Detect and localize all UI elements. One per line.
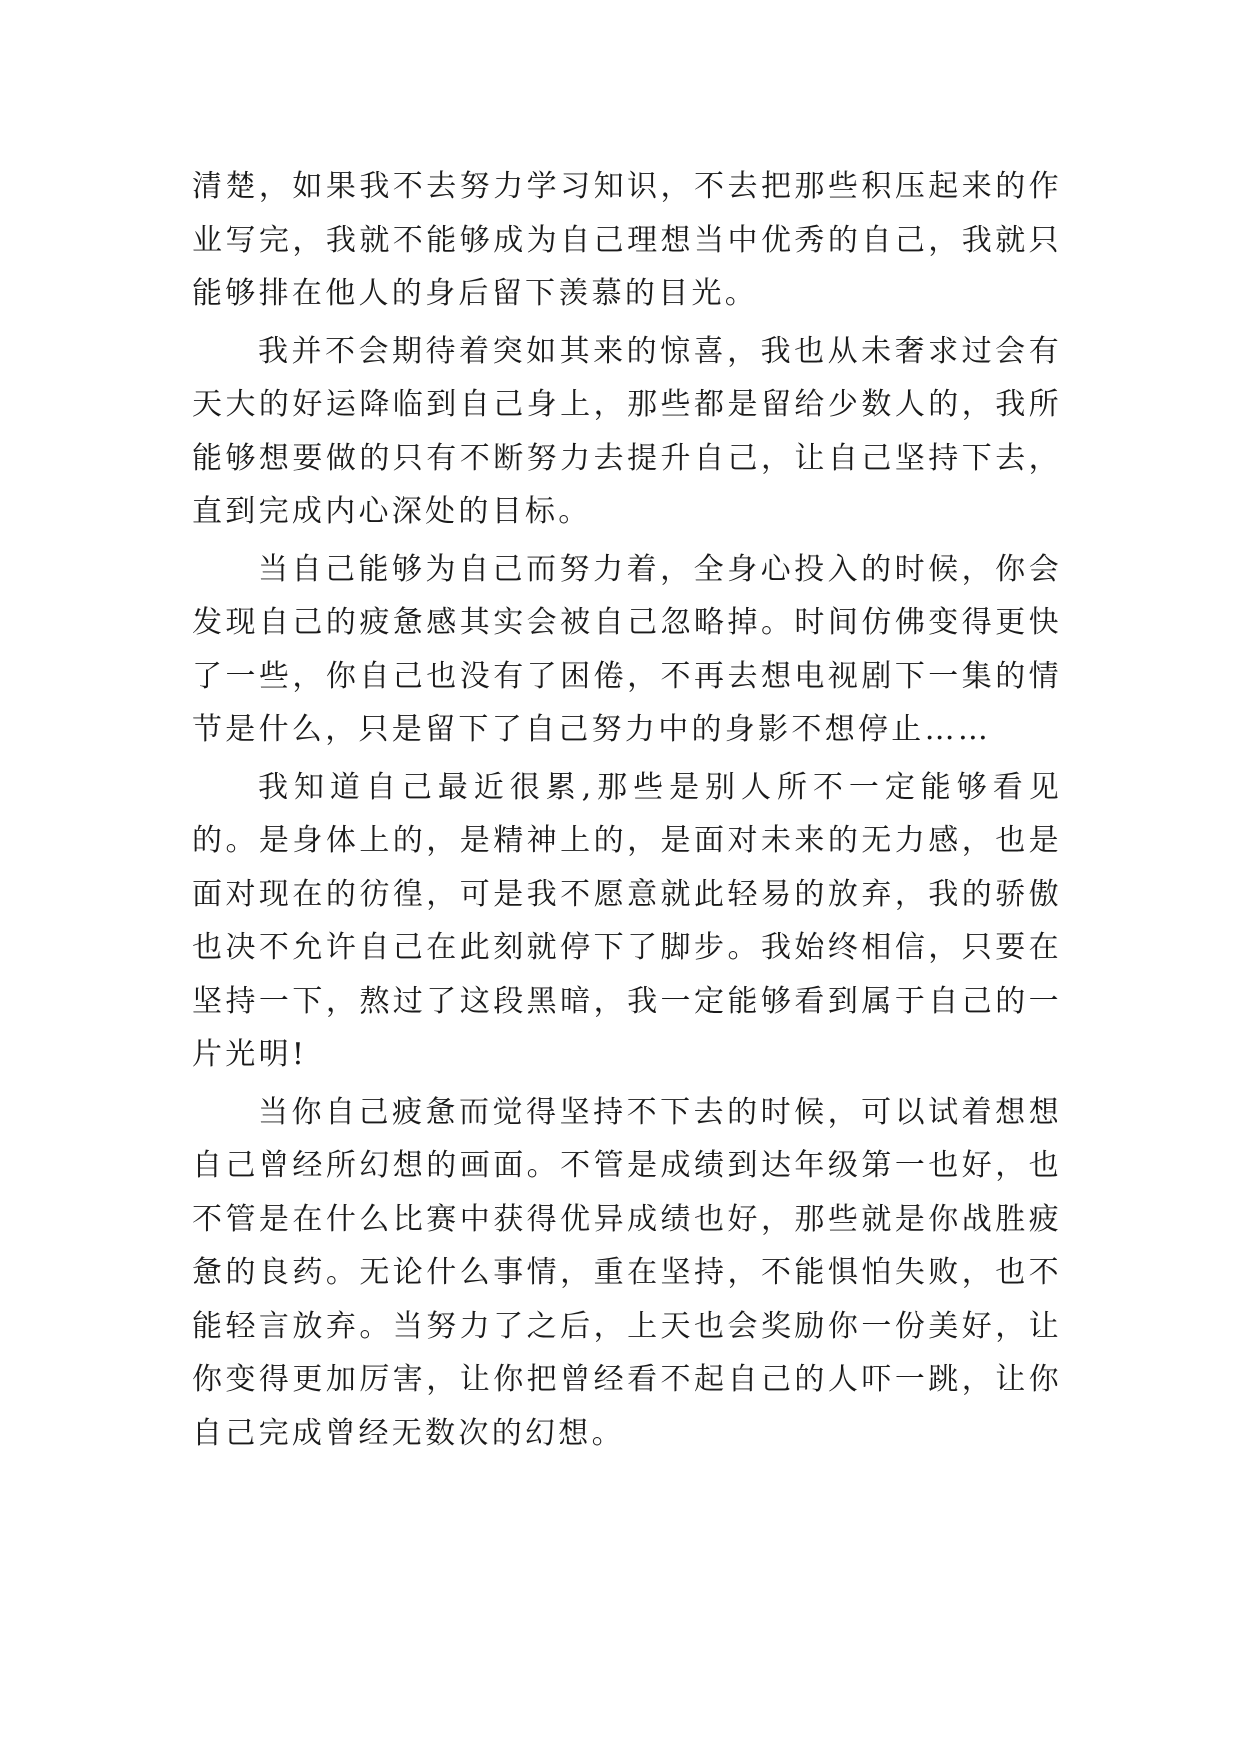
document-body [192,160,1062,1464]
paragraph-1: 清楚，如果我不去努力学习知识，不去把那些积压起来的作业写完，我就不能够成为自己理想当中优秀的自己，我就只能够排在他人的身后留下羡慕的目光。 [192,169,1062,311]
paragraph-2: 我并不会期待着突如其来的惊喜，我也从未奢求过会有天大的好运降临到自己身上，那些都是留给少数人的，我所能够想要做的只有不断努力去提升自己，让自己坚持下去，直到完成内心深处的目标。 [192,333,1062,529]
paragraph-3: 当自己能够为自己而努力着，全身心投入的时候，你会发现自己的疲惫感其实会被自己忽略掉。时间仿佛变得更快了一些，你自己也没有了困倦，不再去想电视剧下一集的情节是什么，只是留下了自己努力中的身影不想停止…… [192,551,1062,747]
paragraph-5: 当你自己疲惫而觉得坚持不下去的时候，可以试着想想自己曾经所幻想的画面。不管是成绩到达年级第一也好，也不管是在什么比赛中获得优异成绩也好，那些就是你战胜疲惫的良药。无论什么事情，重在坚持，不能惧怕失败，也不能轻言放弃。当努力了之后，上天也会奖励你一份美好，让你变得更加厉害，让你把曾经看不起自己的人吓一跳，让你自己完成曾经无数次的幻想。 [192,1094,1062,1451]
paragraph-4: 我知道自己最近很累,那些是别人所不一定能够看见的。是身体上的，是精神上的，是面对未来的无力感，也是面对现在的彷徨，可是我不愿意就此轻易的放弃，我的骄傲也决不允许自己在此刻就停下了脚步。我始终相信，只要在坚持一下，熬过了这段黑暗，我一定能够看到属于自己的一片光明! [192,769,1062,1072]
